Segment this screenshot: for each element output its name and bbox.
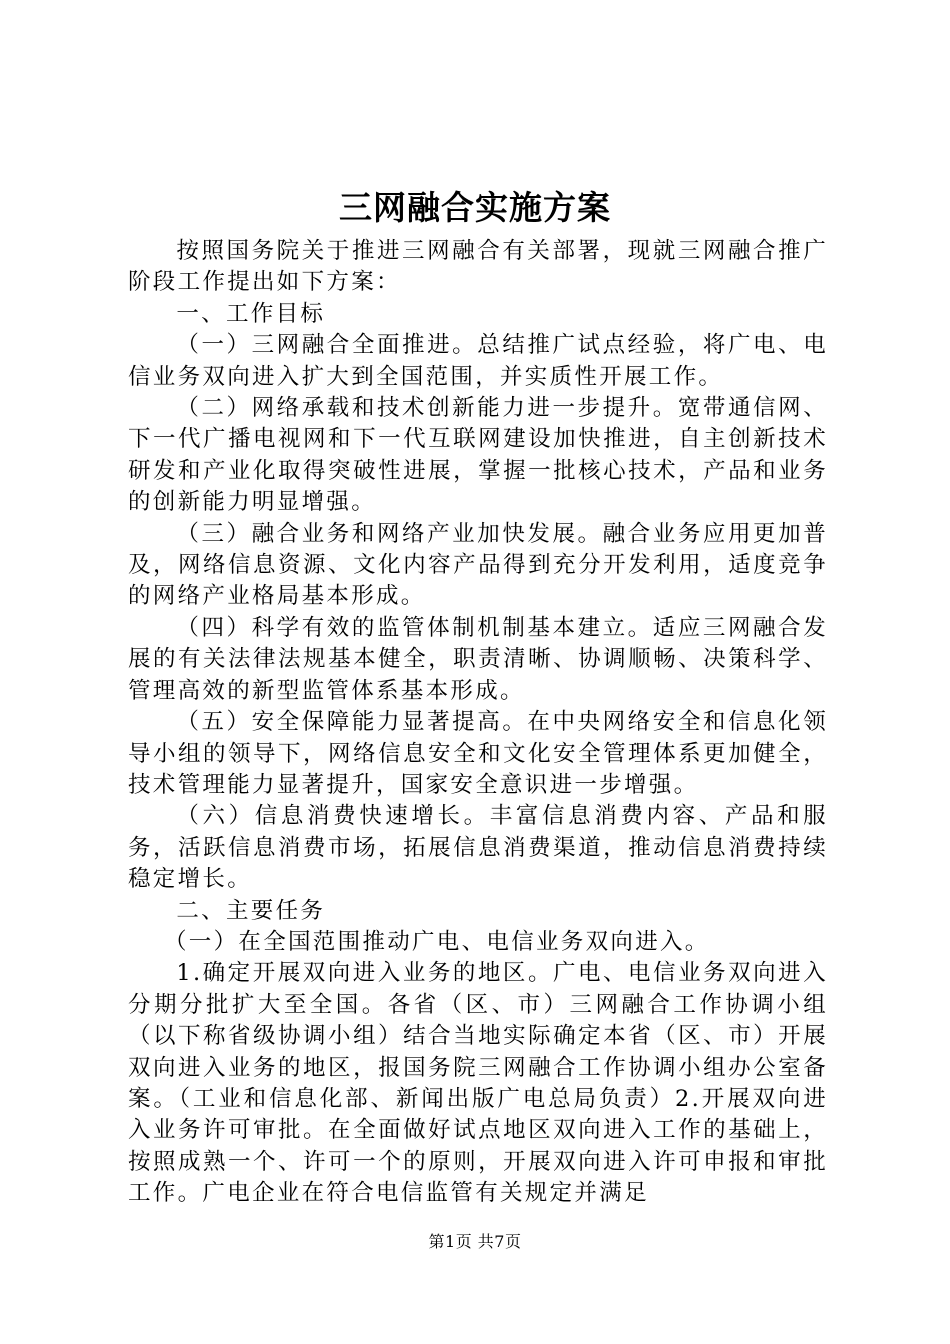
intro-paragraph: 按照国务院关于推进三网融合有关部署，现就三网融合推广阶段工作提出如下方案： [128, 238, 828, 296]
document-title: 三网融合实施方案 [339, 188, 611, 227]
page-footer: 第1页 共7页 [428, 1232, 522, 1251]
goal-paragraph-6: （六）信息消费快速增长。丰富信息消费内容、产品和服务，活跃信息消费市场，拓展信息消费渠道，推动信息消费持续稳定增长。 [128, 803, 828, 893]
goal-paragraph-1: （一）三网融合全面推进。总结推广试点经验，将广电、电信业务双向进入扩大到全国范围，并实质性开展工作。 [128, 332, 828, 390]
task-paragraph-1: 1.确定开展双向进入业务的地区。广电、电信业务双向进入分期分批扩大至全国。各省（区、市）三网融合工作协调小组（以下称省级协调小组）结合当地实际确定本省（区、市）开展双向进入业务的地区，报国务院三网融合工作协调小组办公室备案。（工业和信息化部、新闻出版广电总局负责）2.开展双向进入业务许可审批。在全面做好试点地区双向进入工作的基础上，按照成熟一个、许可一个的原则，开展双向进入许可申报和审批工作。广电企业在符合电信监管有关规定并满足 [128, 960, 828, 1207]
goal-paragraph-5: （五）安全保障能力显著提高。在中央网络安全和信息化领导小组的领导下，网络信息安全和文化安全管理体系更加健全，技术管理能力显著提升，国家安全意识进一步增强。 [128, 709, 828, 798]
section-heading-tasks: 二、主要任务 [176, 897, 326, 924]
goal-paragraph-3: （三）融合业务和网络产业加快发展。融合业务应用更加普及，网络信息资源、文化内容产品得到充分开发利用，适度竞争的网络产业格局基本形成。 [128, 520, 828, 610]
goal-paragraph-4: （四）科学有效的监管体制机制基本建立。适应三网融合发展的有关法律法规基本健全，职责清晰、协调顺畅、决策科学、管理高效的新型监管体系基本形成。 [128, 614, 828, 704]
goal-paragraph-2: （二）网络承载和技术创新能力进一步提升。宽带通信网、下一代广播电视网和下一代互联网建设加快推进，自主创新技术研发和产业化取得突破性进展，掌握一批核心技术，产品和业务的创新能力明显增强。 [128, 395, 828, 516]
section-heading-goals: 一、工作目标 [176, 300, 326, 327]
document-body [128, 236, 828, 1210]
task-subheading-1: （一）在全国范围推动广电、电信业务双向进入。 [164, 928, 710, 955]
